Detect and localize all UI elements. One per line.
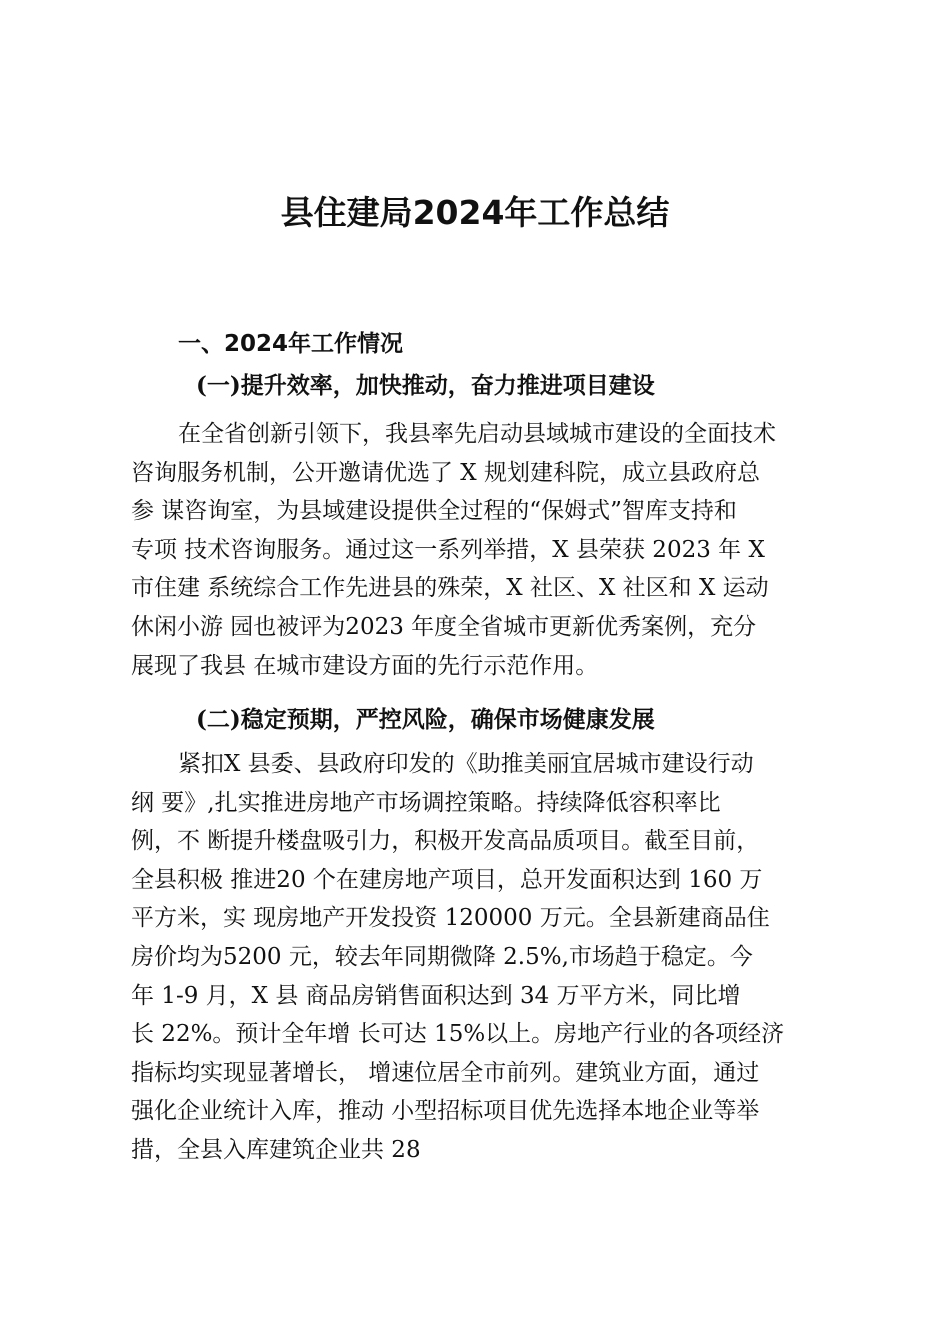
paragraph-line: 休闲小游 园也被评为2023 年度全省城市更新优秀案例，充分: [131, 613, 757, 640]
paragraph-line: 指标均实现显著增长， 增速位居全市前列。建筑业方面，通过: [131, 1059, 760, 1086]
paragraph-line: 措，全县入库建筑企业共 28: [131, 1136, 421, 1163]
paragraph: [131, 745, 831, 1170]
paragraph-line: 紧扣X 县委、县政府印发的《助推美丽宜居城市建设行动: [178, 751, 754, 777]
paragraph-line: 专项 技术咨询服务。通过这一系列举措，X 县荣获 2023 年 X: [131, 536, 765, 563]
paragraph-line: 年 1-9 月，X 县 商品房销售面积达到 34 万平方米，同比增: [131, 982, 741, 1009]
section-heading: 一、2024年工作情况: [178, 331, 404, 357]
document-title: 县住建局2024年工作总结: [280, 193, 670, 232]
paragraph-line: 强化企业统计入库，推动 小型招标项目优先选择本地企业等举: [131, 1098, 760, 1125]
paragraph-line: 全县积极 推进20 个在建房地产项目，总开发面积达到 160 万: [131, 866, 763, 893]
paragraph-line: 例，不 断提升楼盘吸引力，积极开发高品质项目。截至目前，: [131, 828, 760, 855]
subsection-heading: (一)提升效率，加快推动，奋力推进项目建设: [196, 372, 655, 399]
subsection-heading: (二)稳定预期，严控风险，确保市场健康发展: [196, 706, 655, 733]
paragraph-line: 长 22%。预计全年增 长可达 15%以上。房地产行业的各项经济: [131, 1021, 785, 1048]
paragraph: [131, 415, 831, 685]
paragraph-line: 参 谋咨询室，为县域建设提供全过程的“保姆式”智库支持和: [131, 498, 737, 525]
paragraph-line: 在全省创新引领下，我县率先启动县域城市建设的全面技术: [178, 421, 776, 447]
paragraph-line: 市住建 系统综合工作先进县的殊荣，X 社区、X 社区和 X 运动: [131, 575, 769, 602]
paragraph-line: 展现了我县 在城市建设方面的先行示范作用。: [131, 652, 599, 679]
paragraph-line: 房价均为5200 元，较去年同期微降 2.5%,市场趋于稳定。今: [131, 943, 753, 970]
paragraph-line: 咨询服务机制，公开邀请优选了 X 规划建科院，成立县政府总: [131, 459, 760, 486]
paragraph-line: 平方米，实 现房地产开发投资 120000 万元。全县新建商品住: [131, 905, 770, 932]
paragraph-line: 纲 要》,扎实推进房地产市场调控策略。持续降低容积率比: [131, 789, 721, 816]
